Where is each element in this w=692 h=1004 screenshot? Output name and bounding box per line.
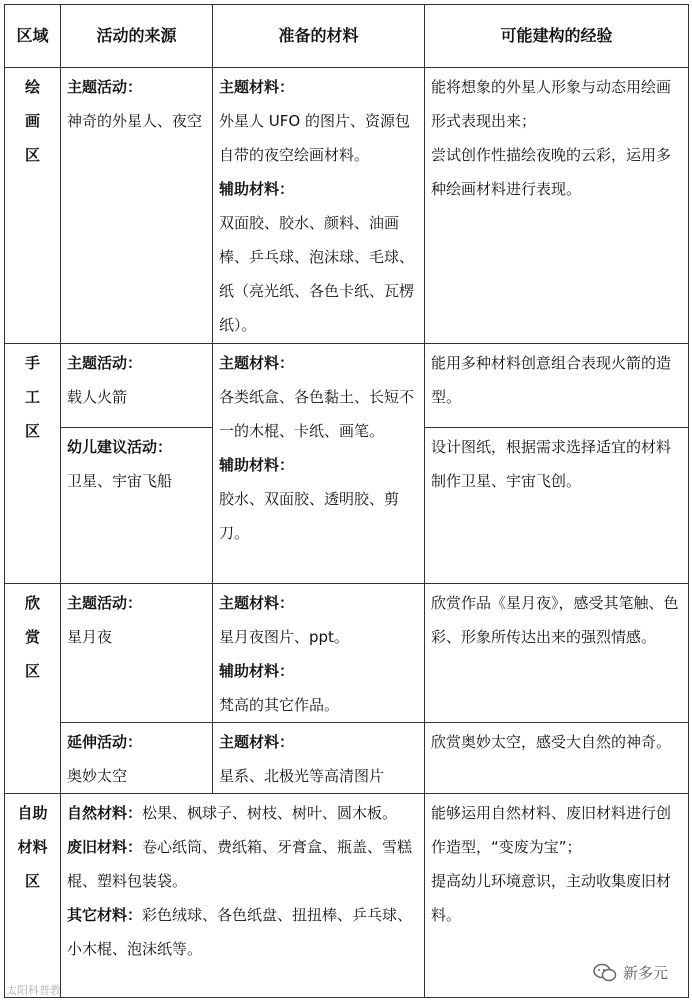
extension-activity-cell <box>61 723 213 794</box>
table-row-appreciation-ext <box>5 723 689 794</box>
child-activity-label: 幼儿建议活动： <box>67 438 173 456</box>
experience-text-1: 欣赏作品《星月夜》，感受其笔触、色彩、形象所传达出来的强烈情感。 <box>431 594 679 646</box>
main-materials-label: 主题材料： <box>219 78 295 96</box>
experience-text-1: 能将想象的外星人形象与动态用绘画形式表现出来； <box>431 78 672 130</box>
watermark-right <box>589 962 672 983</box>
wechat-icon <box>593 963 617 983</box>
area-label: 自助材料区 <box>17 804 48 890</box>
main-materials-text: 外星人 UFO 的图片、资源包自带的夜空绘画材料。 <box>219 112 410 164</box>
aux-materials-label: 辅助材料： <box>219 662 295 680</box>
experience-cell <box>425 428 689 584</box>
waste-materials <box>67 830 418 898</box>
watermark-left: 太阳科普教 <box>6 984 61 997</box>
extension-materials-cell <box>213 723 425 794</box>
main-materials-label: 主题材料： <box>219 354 295 372</box>
selfhelp-materials-cell <box>61 794 425 998</box>
area-label: 绘画区 <box>24 78 40 164</box>
child-activity-cell <box>61 428 213 584</box>
experience-cell <box>425 723 689 794</box>
other-materials-text: 彩色绒球、各色纸盘、扭扭棒、乒乓球、小木棍、泡沫纸等。 <box>67 906 413 958</box>
aux-materials-text: 胶水、双面胶、透明胶、剪刀。 <box>219 490 400 542</box>
extension-activity-text: 奥妙太空 <box>67 767 128 785</box>
activity-source-cell <box>61 68 213 344</box>
area-selfhelp <box>5 794 61 998</box>
experience-text-2: 尝试创作性描绘夜晚的云彩，运用多种绘画材料进行表现。 <box>431 146 672 198</box>
header-area: 区域 <box>5 5 61 68</box>
experience-text-2: 设计图纸，根据需求选择适宜的材料制作卫星、宇宙飞创。 <box>431 438 672 490</box>
area-label: 手工区 <box>24 354 40 440</box>
materials-cell <box>213 68 425 344</box>
other-materials <box>67 898 418 966</box>
header-activity-source: 活动的来源 <box>61 5 213 68</box>
aux-materials-label: 辅助材料： <box>219 456 295 474</box>
table-row-drawing <box>5 68 689 344</box>
header-materials: 准备的材料 <box>213 5 425 68</box>
activity-label: 主题活动： <box>67 354 143 372</box>
aux-materials-text: 双面胶、胶水、颜料、油画棒、乒乓球、泡沫球、毛球、纸（亮光纸、各色卡纸、瓦楞纸）。 <box>219 214 415 334</box>
header-row <box>5 5 689 68</box>
extension-main-materials-label: 主题材料： <box>219 733 295 751</box>
table-row-selfhelp <box>5 794 689 998</box>
activity-plan-table <box>4 4 689 998</box>
waste-materials-label: 废旧材料： <box>67 838 143 856</box>
materials-cell <box>213 344 425 584</box>
extension-activity-label: 延伸活动： <box>67 733 143 751</box>
activity-text: 载人火箭 <box>67 388 128 406</box>
activity-text: 神奇的外星人、夜空 <box>67 112 203 130</box>
table-row-craft <box>5 344 689 428</box>
activity-text: 星月夜 <box>67 628 113 646</box>
area-appreciation <box>5 584 61 794</box>
header-experience: 可能建构的经验 <box>425 5 689 68</box>
activity-label: 主题活动： <box>67 78 143 96</box>
activity-source-cell <box>61 584 213 723</box>
natural-materials <box>67 796 418 830</box>
aux-materials-label: 辅助材料： <box>219 180 295 198</box>
experience-text-1: 能够运用自然材料、废旧材料进行创作造型，“变废为宝”； <box>431 804 672 856</box>
table-row-appreciation <box>5 584 689 723</box>
watermark-right-text: 新多元 <box>622 964 668 982</box>
area-craft <box>5 344 61 584</box>
main-materials-label: 主题材料： <box>219 594 295 612</box>
experience-text-1: 能用多种材料创意组合表现火箭的造型。 <box>431 354 672 406</box>
natural-materials-text: 松果、枫球子、树枝、树叶、圆木板。 <box>142 804 398 822</box>
experience-text-2: 欣赏奥妙太空，感受大自然的神奇。 <box>431 733 672 751</box>
main-materials-text: 各类纸盒、各色黏土、长短不一的木棍、卡纸、画笔。 <box>219 388 415 440</box>
activity-label: 主题活动： <box>67 594 143 612</box>
experience-cell <box>425 584 689 723</box>
experience-text-2: 提高幼儿环境意识，主动收集废旧材料。 <box>431 872 672 924</box>
materials-cell <box>213 584 425 723</box>
area-drawing <box>5 68 61 344</box>
area-label: 欣赏区 <box>24 594 40 680</box>
experience-cell <box>425 344 689 428</box>
aux-materials-text: 梵高的其它作品。 <box>219 696 340 714</box>
activity-source-cell <box>61 344 213 428</box>
main-materials-text: 星月夜图片、ppt。 <box>219 628 349 646</box>
other-materials-label: 其它材料： <box>67 906 143 924</box>
extension-main-materials-text: 星系、北极光等高清图片 <box>219 767 385 785</box>
natural-materials-label: 自然材料： <box>67 804 143 822</box>
waste-materials-text: 卷心纸筒、费纸箱、牙膏盒、瓶盖、雪糕棍、塑料包装袋。 <box>67 838 413 890</box>
experience-cell <box>425 68 689 344</box>
child-activity-text: 卫星、宇宙飞船 <box>67 472 173 490</box>
